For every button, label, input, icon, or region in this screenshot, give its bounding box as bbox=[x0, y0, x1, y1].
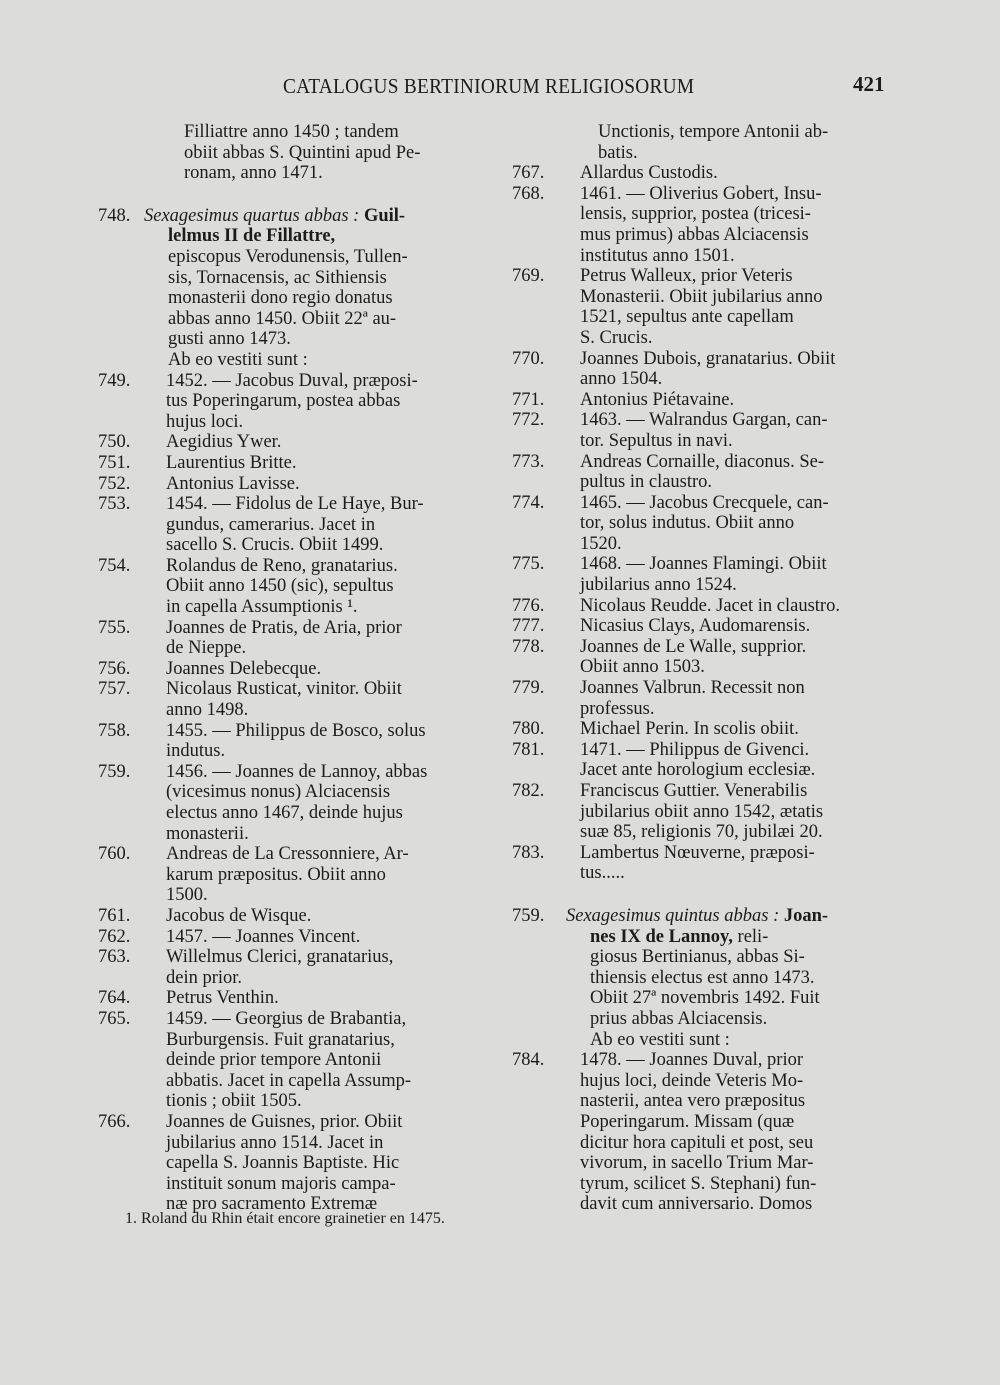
text-line: Nicolaus Rusticat, vinitor. Obiit bbox=[166, 679, 402, 700]
catalog-entry bbox=[512, 266, 902, 348]
entry-text bbox=[580, 740, 902, 781]
text-line: S. Crucis. bbox=[580, 327, 653, 348]
catalog-entry bbox=[98, 844, 488, 906]
text-line: hujus loci. bbox=[166, 411, 244, 432]
text-line: 1468. — Joannes Flamingi. Obiit bbox=[580, 554, 827, 575]
entry-number: 770. bbox=[512, 348, 545, 369]
text-line: 1454. — Fidolus de Le Haye, Bur- bbox=[166, 494, 424, 515]
entry-number: 773. bbox=[512, 451, 545, 472]
text-line: tor, solus indutus. Obiit anno bbox=[580, 513, 795, 534]
catalog-entry bbox=[98, 453, 488, 474]
text-line: Poperingarum. Missam (quæ bbox=[580, 1111, 795, 1132]
abbot-name-rest: reli- bbox=[732, 926, 769, 947]
text-line: gundus, camerarius. Jacet in bbox=[166, 514, 376, 535]
text-line: professus. bbox=[580, 698, 655, 719]
entry-text bbox=[580, 493, 902, 555]
entry-text bbox=[166, 556, 488, 618]
footnote: 1. Roland du Rhin était encore grainetier en 1475. bbox=[125, 1210, 445, 1227]
final-entry bbox=[512, 1050, 902, 1215]
text-line: tyrum, scilicet S. Stephani) fun- bbox=[580, 1173, 817, 1194]
catalog-entry bbox=[512, 554, 902, 595]
text-line: Unctionis, tempore Antonii ab- bbox=[598, 122, 829, 142]
text-line: 1457. — Joannes Vincent. bbox=[166, 926, 361, 947]
catalog-entry bbox=[512, 740, 902, 781]
entry-text bbox=[580, 1050, 902, 1215]
entry-text bbox=[166, 844, 488, 906]
entry-number: 771. bbox=[512, 389, 545, 410]
text-line: 1478. — Joannes Duval, prior bbox=[580, 1050, 803, 1071]
entry-number: 757. bbox=[98, 679, 131, 700]
text-line: Willelmus Clerici, granatarius, bbox=[166, 947, 394, 968]
text-line: 1471. — Philippus de Givenci. bbox=[580, 739, 810, 760]
abbot-text bbox=[144, 247, 488, 350]
entry-number: 772. bbox=[512, 410, 545, 431]
text-line: Nicasius Clays, Audomarensis. bbox=[580, 616, 811, 637]
entry-number: 783. bbox=[512, 842, 545, 863]
text-line: instituit sonum majoris campa- bbox=[166, 1173, 396, 1194]
entry-text bbox=[166, 762, 488, 844]
text-line: nasterii, antea vero præpositus bbox=[580, 1091, 806, 1112]
text-line: 1452. — Jacobus Duval, præposi- bbox=[166, 370, 418, 391]
catalog-entry bbox=[98, 659, 488, 680]
entry-number: 774. bbox=[512, 492, 545, 513]
text-line: Nicolaus Reudde. Jacet in claustro. bbox=[580, 595, 840, 616]
vestiti-heading: Ab eo vestiti sunt : bbox=[590, 1029, 730, 1050]
abbot-entry-748 bbox=[98, 206, 488, 371]
text-line: de Nieppe. bbox=[166, 638, 247, 659]
entry-number: 767. bbox=[512, 163, 545, 184]
text-line: Monasterii. Obiit jubilarius anno bbox=[580, 286, 823, 307]
text-line: suæ 85, religionis 70, jubilæi 20. bbox=[580, 822, 823, 843]
text-line: abbas anno 1450. Obiit 22ª au- bbox=[168, 308, 397, 329]
entry-number: 759. bbox=[98, 761, 131, 782]
text-line: Laurentius Britte. bbox=[166, 452, 297, 473]
text-line: thiensis electus est anno 1473. bbox=[590, 967, 815, 988]
text-line: monasterii. bbox=[166, 823, 249, 844]
entry-text bbox=[580, 163, 902, 184]
text-line: monasterii dono regio donatus bbox=[168, 288, 393, 309]
catalog-entry bbox=[98, 762, 488, 844]
catalog-entry bbox=[98, 721, 488, 762]
right-entries bbox=[512, 163, 902, 884]
text-line: anno 1504. bbox=[580, 369, 663, 390]
catalog-entry bbox=[512, 163, 902, 184]
text-line: Joannes de Pratis, de Aria, prior bbox=[166, 617, 402, 638]
entry-number: 776. bbox=[512, 595, 545, 616]
entry-number: 759. bbox=[512, 905, 545, 926]
catalog-entry bbox=[98, 556, 488, 618]
entry-text bbox=[166, 494, 488, 556]
catalog-entry bbox=[512, 781, 902, 843]
catalog-entry bbox=[512, 390, 902, 411]
entry-text bbox=[580, 266, 902, 348]
catalog-entry bbox=[98, 474, 488, 495]
text-line: ronam, anno 1471. bbox=[184, 163, 323, 184]
text-line: (vicesimus nonus) Alciacensis bbox=[166, 782, 391, 803]
text-line: Michael Perin. In scolis obiit. bbox=[580, 719, 799, 740]
entry-text bbox=[580, 616, 902, 637]
text-line: Allardus Custodis. bbox=[580, 163, 718, 184]
entry-text bbox=[166, 432, 488, 453]
catalog-entry bbox=[512, 493, 902, 555]
text-line: 1465. — Jacobus Crecquele, can- bbox=[580, 492, 829, 513]
entry-text bbox=[580, 781, 902, 843]
text-line: hujus loci, deinde Veteris Mo- bbox=[580, 1070, 804, 1091]
left-entries bbox=[98, 371, 488, 1215]
catalog-entry bbox=[98, 679, 488, 720]
entry-number: 755. bbox=[98, 617, 131, 638]
text-line: dicitur hora capituli et post, seu bbox=[580, 1132, 814, 1153]
entry-text bbox=[166, 927, 488, 948]
text-line: Obiit anno 1450 (sic), sepultus bbox=[166, 576, 394, 597]
abbot-name-cont: nes IX de Lannoy, bbox=[590, 926, 733, 947]
entry-number: 775. bbox=[512, 554, 545, 575]
text-line: anno 1498. bbox=[166, 700, 249, 721]
catalog-entry bbox=[512, 616, 902, 637]
text-line: institutus anno 1501. bbox=[580, 245, 735, 266]
entry-text bbox=[166, 988, 488, 1009]
entry-text bbox=[580, 596, 902, 617]
text-line: abbatis. Jacet in capella Assump- bbox=[166, 1070, 412, 1091]
text-line: 1459. — Georgius de Brabantia, bbox=[166, 1008, 407, 1029]
text-line: 1500. bbox=[166, 885, 208, 906]
text-line: Andreas Cornaille, diaconus. Se- bbox=[580, 451, 825, 472]
text-line: Jacet ante horologium ecclesiæ. bbox=[580, 760, 816, 781]
text-line: obiit abbas S. Quintini apud Pe- bbox=[184, 142, 421, 163]
text-line: Joannes de Guisnes, prior. Obiit bbox=[166, 1111, 403, 1132]
entry-text bbox=[580, 452, 902, 493]
entry-number: 751. bbox=[98, 452, 131, 473]
right-column bbox=[512, 122, 902, 1215]
text-line: tus Poperingarum, postea abbas bbox=[166, 391, 401, 412]
abbot-name-cont: lelmus II de Fillattre, bbox=[168, 226, 336, 247]
entry-number: 765. bbox=[98, 1008, 131, 1029]
right-continuation bbox=[512, 122, 902, 163]
catalog-entry bbox=[98, 432, 488, 453]
abbot-entry-759 bbox=[512, 906, 902, 1050]
entry-text bbox=[166, 474, 488, 495]
text-line: Obiit anno 1503. bbox=[580, 657, 705, 678]
left-continuation bbox=[98, 122, 488, 184]
text-line: karum præpositus. Obiit anno bbox=[166, 864, 386, 885]
catalog-entry bbox=[512, 596, 902, 617]
entry-text bbox=[166, 659, 488, 680]
text-line: Rolandus de Reno, granatarius. bbox=[166, 555, 398, 576]
catalog-entry bbox=[98, 371, 488, 433]
text-line: Andreas de La Cressonniere, Ar- bbox=[166, 844, 409, 865]
text-line: 1520. bbox=[580, 533, 622, 554]
entry-number: 761. bbox=[98, 905, 131, 926]
running-title: CATALOGUS BERTINIORUM RELIGIOSORUM bbox=[283, 74, 695, 98]
entry-text bbox=[580, 410, 902, 451]
entry-number: 778. bbox=[512, 636, 545, 657]
entry-number: 781. bbox=[512, 739, 545, 760]
catalog-entry bbox=[512, 678, 902, 719]
text-line: Petrus Walleux, prior Veteris bbox=[580, 266, 793, 287]
entry-number: 758. bbox=[98, 720, 131, 741]
entry-number: 762. bbox=[98, 926, 131, 947]
text-line: 1463. — Walrandus Gargan, can- bbox=[580, 410, 828, 431]
text-line: næ pro sacramento Extremæ bbox=[166, 1194, 378, 1215]
text-line: Joannes Valbrun. Recessit non bbox=[580, 678, 805, 699]
entry-text bbox=[166, 1112, 488, 1215]
text-line: deinde prior tempore Antonii bbox=[166, 1050, 382, 1071]
text-line: lensis, supprior, postea (tricesi- bbox=[580, 204, 811, 225]
entry-number: 750. bbox=[98, 432, 131, 453]
left-column bbox=[98, 122, 488, 1215]
entry-number: 764. bbox=[98, 988, 131, 1009]
entry-number: 749. bbox=[98, 370, 131, 391]
text-line: jubilarius obiit anno 1542, ætatis bbox=[580, 801, 824, 822]
entry-number: 754. bbox=[98, 555, 131, 576]
abbot-name: Joan- bbox=[783, 905, 829, 926]
abbot-intro: Sexagesimus quintus abbas : bbox=[566, 905, 780, 926]
text-line: episcopus Verodunensis, Tullen- bbox=[168, 246, 408, 267]
text-line: Franciscus Guttier. Venerabilis bbox=[580, 781, 808, 801]
text-line: electus anno 1467, deinde hujus bbox=[166, 803, 403, 823]
text-line: 1461. — Oliverius Gobert, Insu- bbox=[580, 183, 822, 204]
text-line: tor. Sepultus in navi. bbox=[580, 430, 733, 451]
entry-text bbox=[580, 719, 902, 740]
page-number: 421 bbox=[853, 72, 885, 96]
catalog-entry bbox=[512, 843, 902, 884]
entry-text bbox=[580, 184, 902, 266]
text-line: Petrus Venthin. bbox=[166, 988, 279, 1009]
text-line: Burburgensis. Fuit granatarius, bbox=[166, 1029, 395, 1050]
abbot-name: Guil- bbox=[363, 205, 406, 226]
text-line: Joannes de Le Walle, supprior. bbox=[580, 636, 807, 657]
text-line: indutus. bbox=[166, 741, 226, 762]
text-line: tionis ; obiit 1505. bbox=[166, 1091, 302, 1112]
catalog-entry bbox=[98, 947, 488, 988]
entry-number: 760. bbox=[98, 844, 131, 865]
catalog-entry bbox=[512, 410, 902, 451]
text-line: giosus Bertinianus, abbas Si- bbox=[590, 947, 805, 968]
catalog-entry bbox=[98, 494, 488, 556]
entry-text bbox=[580, 843, 902, 884]
entry-text bbox=[166, 906, 488, 927]
catalog-entry bbox=[98, 618, 488, 659]
text-line: dein prior. bbox=[166, 967, 243, 988]
entry-number: 753. bbox=[98, 494, 131, 515]
catalog-entry bbox=[512, 452, 902, 493]
text-line: prius abbas Alciacensis. bbox=[590, 1008, 768, 1029]
text-line: davit cum anniversario. Domos bbox=[580, 1194, 813, 1215]
catalog-entry bbox=[98, 906, 488, 927]
text-line: Aegidius Ywer. bbox=[166, 432, 282, 453]
entry-text bbox=[166, 1009, 488, 1112]
entry-text bbox=[166, 371, 488, 433]
text-line: sacello S. Crucis. Obiit 1499. bbox=[166, 535, 384, 556]
text-line: in capella Assumptionis ¹. bbox=[166, 597, 358, 618]
catalog-entry bbox=[98, 1112, 488, 1215]
catalog-entry bbox=[98, 988, 488, 1009]
catalog-entry bbox=[512, 1050, 902, 1215]
entry-text bbox=[580, 390, 902, 411]
catalog-entry bbox=[512, 184, 902, 266]
entry-number: 779. bbox=[512, 678, 545, 699]
catalog-entry bbox=[512, 637, 902, 678]
entry-number: 752. bbox=[98, 473, 131, 494]
entry-text bbox=[166, 721, 488, 762]
entry-number: 777. bbox=[512, 616, 545, 637]
text-line: jubilarius anno 1524. bbox=[580, 575, 737, 596]
entry-text bbox=[166, 947, 488, 988]
entry-number: 748. bbox=[98, 205, 131, 226]
text-line: pultus in claustro. bbox=[580, 472, 713, 493]
entry-text bbox=[166, 453, 488, 474]
abbot-text bbox=[566, 947, 902, 1029]
vestiti-heading: Ab eo vestiti sunt : bbox=[168, 349, 308, 370]
catalog-entry bbox=[512, 719, 902, 740]
entry-text bbox=[580, 554, 902, 595]
entry-number: 784. bbox=[512, 1050, 545, 1071]
entry-number: 769. bbox=[512, 266, 545, 287]
text-line: Lambertus Nœuverne, præposi- bbox=[580, 842, 815, 863]
text-line: 1521, sepultus ante capellam bbox=[580, 307, 794, 328]
abbot-intro: Sexagesimus quartus abbas : bbox=[144, 205, 360, 226]
entry-text bbox=[166, 618, 488, 659]
entry-number: 756. bbox=[98, 658, 131, 679]
catalog-entry bbox=[98, 927, 488, 948]
text-line: capella S. Joannis Baptiste. Hic bbox=[166, 1153, 400, 1174]
text-line: Joannes Dubois, granatarius. Obiit bbox=[580, 348, 836, 369]
entry-number: 768. bbox=[512, 183, 545, 204]
text-line: Antonius Lavisse. bbox=[166, 473, 300, 494]
text-line: Joannes Delebecque. bbox=[166, 658, 322, 679]
entry-number: 780. bbox=[512, 719, 545, 740]
text-line: Antonius Piétavaine. bbox=[580, 389, 735, 410]
text-line: sis, Tornacensis, ac Sithiensis bbox=[168, 267, 387, 288]
text-line: 1456. — Joannes de Lannoy, abbas bbox=[166, 761, 428, 782]
entry-number: 763. bbox=[98, 947, 131, 968]
text-line: Jacobus de Wisque. bbox=[166, 905, 312, 926]
catalog-entry bbox=[98, 1009, 488, 1112]
text-line: Obiit 27ª novembris 1492. Fuit bbox=[590, 988, 820, 1009]
entry-text bbox=[580, 678, 902, 719]
entry-number: 782. bbox=[512, 781, 545, 801]
text-line: tus..... bbox=[580, 863, 625, 884]
text-line: gusti anno 1473. bbox=[168, 329, 291, 350]
entry-text bbox=[580, 637, 902, 678]
text-line: 1455. — Philippus de Bosco, solus bbox=[166, 720, 426, 741]
entry-text bbox=[166, 679, 488, 720]
entry-text bbox=[580, 349, 902, 390]
text-line: vivorum, in sacello Trium Mar- bbox=[580, 1153, 814, 1174]
text-line: batis. bbox=[598, 142, 638, 163]
text-line: Filliattre anno 1450 ; tandem bbox=[184, 122, 399, 142]
text-line: mus primus) abbas Alciacensis bbox=[580, 224, 809, 245]
text-line: jubilarius anno 1514. Jacet in bbox=[166, 1132, 384, 1153]
entry-number: 766. bbox=[98, 1111, 131, 1132]
catalog-entry bbox=[512, 349, 902, 390]
